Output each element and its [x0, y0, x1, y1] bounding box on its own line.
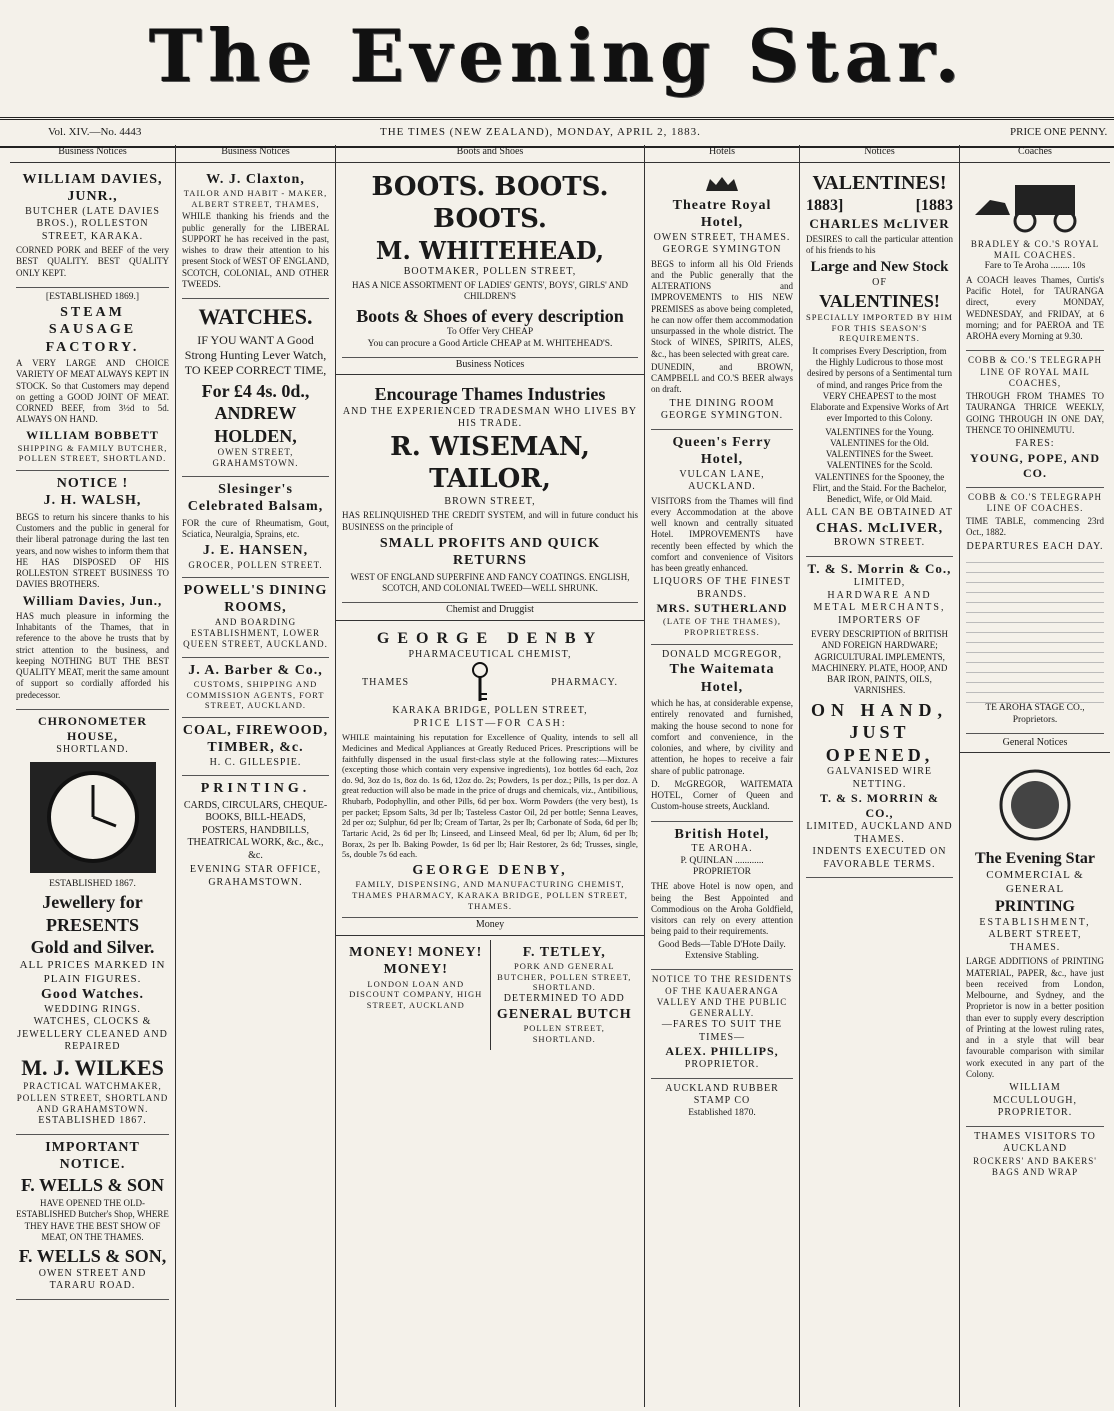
advert-line: OF: [872, 277, 887, 288]
advert-body: VALENTINES for the Young. VALENTINES for the Old. VALENTINES for the Sweet. VALENTINES for the Scold. VALENTINES for the Spooney, the Flirt, and the Staid. For the Bachelor, Benedict, Wife, or Old Maid.: [812, 426, 947, 505]
advert-line: FARES:: [1015, 438, 1055, 450]
advert-subtitle: OWEN STREET AND TARARU ROAD.: [38, 1267, 147, 1291]
advert-denby: [342, 625, 638, 918]
advert-title: Gold and Silver.: [30, 937, 155, 958]
advert-chronometer: [16, 710, 169, 1135]
advert-title: THAMES VISITORS TO AUCKLAND: [974, 1130, 1096, 1155]
advert-morrin: [806, 557, 953, 878]
advert-powell: [182, 578, 329, 658]
advert-slesinger: [182, 477, 329, 578]
advert-title: The Evening Star: [974, 850, 1095, 868]
advert-line: DETERMINED TO ADD: [503, 993, 625, 1004]
advert-title: STEAM SAUSAGE FACTORY.: [45, 304, 140, 355]
advert-title: AUCKLAND RUBBER STAMP CO: [665, 1082, 779, 1107]
advert-line: PHARMACY.: [551, 677, 618, 688]
advert-subtitle: ALBERT STREET, THAMES.: [988, 929, 1082, 953]
advert-name: ANDREW HOLDEN,: [214, 403, 297, 446]
advert-subtitle: (LATE OF THE THAMES), PROPRIETRESS.: [663, 616, 781, 637]
key-icon: [468, 661, 492, 705]
advert-title: COBB & CO.'S TELEGRAPH LINE OF COACHES.: [968, 491, 1102, 513]
advert-title: CHRONOMETER HOUSE,: [37, 713, 147, 743]
masthead: [0, 0, 1114, 112]
year-right: [1883: [915, 196, 953, 214]
advert-title: Theatre Royal Hotel,: [672, 197, 772, 230]
established-note: ESTABLISHED 1867.: [49, 879, 136, 890]
advert-subtitle: POLLEN STREET, SHORTLAND.: [523, 1023, 605, 1044]
advert-whitehead: [342, 167, 638, 358]
coat-of-arms-icon: [995, 765, 1075, 845]
advert-name: GEORGE SYMINGTON.: [660, 410, 784, 421]
advert-line: P. QUINLAN ............ PROPRIETOR: [680, 855, 764, 878]
advert-valentines: [806, 167, 953, 557]
advert-title: J. H. WALSH,: [43, 493, 142, 509]
advert-name: ALEX. PHILLIPS,: [665, 1044, 779, 1059]
advert-body: WHILE maintaining his reputation for Excellence of Quality, intends to sell all Medicines and Medical Appliances at Greatly Reduced Prices. Prescriptions will be faithfully dispensed in the usual first-class style at the following rates:—Mixtures (excepting those which contain very expensive ingredients), 1oz bottles 6d each, 2oz do. 9d, 3oz do 1s, 8oz do. 1s 6d, 12oz do. 2s; Powders, 1s per doz.; Pills, 1s per doz. A great reduction will also be made in the price of drugs and chemicals, viz., Antibilious, Rhubarb, Podophyllin, and other Pills, 6d per box. Worm Powders (the very best), 1s per packet; Epsom Salts, 3d per lb; Tasteless Castor Oil, 2d per bottle; Senna Leaves, 2d per oz; Sulphur, 6d per lb; Cream of Tartar, 2s per lb; Carbonate of Soda, 6d per lb; Tartaric Acid, 2s 6d per lb; Linseed, and Linseed Meal, 6d per lb; Alum, 6d per lb; Borax, 2s per lb. Baking Powder, 1s 6d per lb; Hair Restorer, 2s 6d; Trusses, single, 5s, double 7s 6d each.: [342, 732, 638, 860]
advert-line: Good Watches.: [41, 987, 144, 1003]
advert-davies: [16, 167, 169, 288]
column-4: [645, 145, 800, 1407]
crest-icon: [702, 175, 742, 193]
dateline: [0, 117, 1114, 148]
advert-body: A COACH leaves Thames, Curtis's Pacific Hotel, for TAURANGA direct, every MONDAY, WEDNESDAY, and FRIDAY, at 6 morning; and for PAEROA and TE AROHA every Morning at 9.30.: [966, 274, 1104, 342]
advert-subtitle: SHIPPING & FAMILY BUTCHER, POLLEN STREET, SHORTLAND.: [17, 442, 168, 464]
advert-line: PRICE LIST—FOR CASH:: [413, 717, 567, 729]
advert-title: Jewellery for PRESENTS: [42, 892, 143, 935]
section-header: Boots and Shoes: [336, 145, 644, 163]
established-note: ESTABLISHED 1867.: [38, 1115, 147, 1126]
issue-date: THE TIMES (NEW ZEALAND), MONDAY, APRIL 2, 1883.: [380, 126, 701, 138]
advert-line: Good Beds—Table D'Hote Daily.: [658, 939, 786, 950]
advert-title: WILLIAM DAVIES, JUNR.,: [22, 171, 163, 204]
advert-title: W. J. Claxton,: [206, 171, 305, 187]
advert-name: YOUNG, POPE, AND CO.: [970, 450, 1100, 480]
advert-price: For £4 4s. 0d.,: [201, 380, 310, 401]
section-header: General Notices: [960, 736, 1110, 754]
advert-line: THAMES: [362, 677, 410, 688]
advert-line: WEDDING RINGS.: [44, 1003, 141, 1015]
advert-body: HAS much pleasure in informing the Inhabitants of the Thames, that in reference to the above he trusts that by strict attention to the business, and keeping NOTHING BUT THE BEST QUALITY MEAT, merit the same amount of support so cordially afforded his predecessor.: [16, 610, 169, 700]
section-header: Money: [336, 918, 644, 936]
advert-waitemata: [651, 645, 793, 822]
advert-title: British Hotel,: [674, 826, 770, 842]
advert-body: A VERY LARGE AND CHOICE VARIETY OF MEAT ALWAYS KEPT IN STOCK. So that Customers may depend on getting a GOOD JOINT OF MEAT. CORNED BEEF, from 3½d to 5d. ALWAYS ON HAND.: [16, 358, 169, 425]
advert-watches: [182, 299, 329, 477]
advert-body: BEGS to return his sincere thanks to his Customers and the public in general for their liberal patronage during the last ten years, and now wishes to inform them that HE HAS DISPOSED OF HIS ROLLESTON STREET BUSINESS TO DAVIES BROTHERS.: [16, 511, 169, 590]
advert-title: T. & S. Morrin & Co.,: [807, 560, 952, 576]
advert-line: ALL PRICES MARKED IN PLAIN FIGURES.: [19, 958, 166, 985]
column-5: [800, 145, 960, 1407]
advert-subtitle: SHORTLAND.: [56, 743, 129, 755]
advert-subtitle: TAILOR AND HABIT - MAKER, ALBERT STREET, THAMES,: [183, 188, 328, 209]
advert-line: INDENTS EXECUTED ON FAVORABLE TERMS.: [812, 846, 947, 870]
advert-body: D. McGREGOR, WAITEMATA HOTEL, Corner of Queen and Custom-house streets, Auckland.: [651, 778, 793, 812]
advert-subtitle: VULCAN LANE, AUCKLAND.: [679, 468, 765, 492]
advert-claxton: [182, 167, 329, 300]
advert-title: VALENTINES!: [812, 171, 947, 194]
advert-british: [651, 822, 793, 971]
section-header: Hotels: [645, 145, 799, 163]
advert-name: WILLIAM MCCULLOUGH,: [992, 1082, 1078, 1106]
advert-body: HAVE OPENED THE OLD-ESTABLISHED Butcher's Shop, WHERE THEY HAVE THE BEST SHOW OF MEAT, ON THE THAMES.: [16, 1198, 169, 1242]
advert-name: R. WISEMAN, TAILOR,: [390, 431, 590, 495]
advert-name: J. E. HANSEN,: [202, 543, 309, 558]
advert-title: The Waitemata Hotel,: [669, 662, 775, 695]
advert-line: COMMERCIAL & GENERAL: [986, 869, 1084, 896]
advert-body: DESIRES to call the particular attention of his friends to his: [806, 233, 953, 255]
advert-tetley: [491, 940, 639, 1051]
advert-evening-star: [966, 757, 1104, 1126]
advert-line: ROCKERS' AND BAKERS' BAGS AND WRAP: [973, 1155, 1097, 1177]
advert-subtitle: GROCER, POLLEN STREET.: [188, 559, 323, 570]
advert-line: LIQUORS OF THE FINEST BRANDS.: [653, 576, 791, 600]
advert-line: SMALL PROFITS AND QUICK RETURNS: [379, 535, 601, 569]
advert-rubber-stamp: [651, 1079, 793, 1126]
advert-visitors: [966, 1127, 1104, 1185]
advert-title: Slesinger's Celebrated Balsam,: [187, 481, 324, 514]
advert-name: DONALD MCGREGOR,: [662, 648, 782, 660]
advert-subtitle: CUSTOMS, SHIPPING AND COMMISSION AGENTS, FORT STREET, AUCKLAND.: [186, 679, 325, 711]
column-3: [336, 145, 645, 1407]
advert-subtitle: LIMITED,: [853, 577, 906, 589]
advert-name: M. J. WILKES: [21, 1054, 164, 1080]
advert-body: EVERY DESCRIPTION of BRITISH AND FOREIGN HARDWARE; AGRICULTURAL IMPLEMENTS, MACHINERY. PLATE, HOOP, AND BAR IRON, PAINTS, OILS, VARNISHES.: [811, 629, 948, 696]
advert-subtitle: EVENING STAR OFFICE, GRAHAMSTOWN.: [189, 864, 322, 888]
advert-name: GEORGE DENBY,: [412, 862, 568, 878]
advert-line: HARDWARE AND METAL MERCHANTS,: [813, 589, 946, 614]
advert-body: THROUGH FROM THAMES TO TAURANGA THRICE WEEKLY, GOING THROUGH IN ONE DAY, THENCE TO OHINEMUTU.: [966, 391, 1104, 435]
section-header: Business Notices: [10, 145, 175, 163]
advert-body: FOR the cure of Rheumatism, Gout, Sciatica, Neuralgia, Sprains, etc.: [182, 517, 329, 539]
advert-line: ALL CAN BE OBTAINED AT: [806, 507, 953, 519]
advert-body: HAS RELINQUISHED THE CREDIT SYSTEM, and will in future conduct his BUSINESS on the principle of: [342, 510, 638, 532]
advert-name: MRS. SUTHERLAND: [656, 601, 788, 616]
advert-line: THE DINING ROOM: [669, 397, 775, 409]
volume-number: Vol. XIV.—No. 4443: [48, 126, 142, 138]
advert-subtitle: PRACTICAL WATCHMAKER, POLLEN STREET, SHORTLAND AND GRAHAMSTOWN.: [16, 1081, 169, 1114]
advert-line: Fare to Te Aroha ........ 10s: [984, 261, 1086, 271]
advert-line: ESTABLISHMENT,: [979, 916, 1091, 928]
section-header: Business Notices: [336, 358, 644, 376]
advert-line: GENERAL BUTCH: [496, 1006, 632, 1022]
section-header: Coaches: [960, 145, 1110, 163]
advert-subtitle: AND BOARDING ESTABLISHMENT, LOWER QUEEN STREET, AUCKLAND.: [183, 616, 328, 650]
advert-body: HAS A NICE ASSORTMENT OF LADIES' GENTS', BOYS', GIRLS' AND CHILDREN'S: [351, 280, 629, 302]
advert-title: COAL, FIREWOOD, TIMBER, &c.: [182, 722, 329, 756]
advert-title: F. TETLEY,: [522, 944, 606, 960]
advert-line: JUST OPENED,: [825, 722, 934, 765]
advert-subtitle: TE AROHA.: [691, 843, 753, 854]
advert-body: DUNEDIN, and BROWN, CAMPBELL and CO.'S BEER always on draft.: [651, 361, 793, 395]
advert-title: POWELL'S DINING ROOMS,: [183, 582, 328, 616]
clock-icon: [28, 760, 158, 875]
advert-subtitle: PROPRIETOR.: [684, 1059, 760, 1071]
columns: [10, 145, 1110, 1407]
advert-name: CHARLES McLIVER: [809, 215, 950, 231]
advert-body: WEST OF ENGLAND SUPERFINE AND FANCY COATINGS. ENGLISH, SCOTCH, AND COLONIAL TWEED—WELL SHRUNK.: [350, 571, 630, 593]
advert-name: H. C. GILLESPIE.: [209, 756, 302, 768]
advert-title: Encourage Thames Industries: [374, 384, 606, 405]
notice-heading: IMPORTANT NOTICE.: [45, 1139, 140, 1172]
advert-line: Boots & Shoes of every description: [356, 305, 624, 326]
advert-subtitle: FAMILY, DISPENSING, AND MANUFACTURING CHEMIST, THAMES PHARMACY, KARAKA BRIDGE, POLLEN STREET, THAMES.: [352, 879, 628, 911]
advert-title: VALENTINES!: [819, 290, 940, 311]
advert-subtitle: PORK AND GENERAL BUTCHER, POLLEN STREET, SHORTLAND.: [497, 961, 632, 993]
advert-line: DEPARTURES EACH DAY.: [966, 540, 1104, 552]
section-header: Notices: [800, 145, 959, 163]
advert-title: F. WELLS & SON: [20, 1174, 165, 1195]
advert-subtitle: LONDON LOAN AND DISCOUNT COMPANY, HIGH STREET, AUCKLAND: [349, 978, 483, 1010]
advert-wells: [16, 1135, 169, 1300]
advert-name: T. & S. MORRIN & CO.,: [819, 791, 940, 821]
newspaper-title: The Evening Star.: [148, 13, 966, 98]
advert-title: Queen's Ferry Hotel,: [672, 434, 772, 467]
advert-subtitle: PHARMACEUTICAL CHEMIST,: [408, 648, 572, 660]
advert-body: WHILE thanking his friends and the public generally for the LIBERAL SUPPORT he has received in the past, wishes to draw their attention to his present Stock of WEST OF ENGLAND, SCOTCH, COLONIAL, AND OTHER TWEEDS.: [182, 211, 329, 289]
coach-icon: [970, 175, 1100, 235]
advert-subtitle: AND THE EXPERIENCED TRADESMAN WHO LIVES BY HIS TRADE.: [342, 405, 638, 430]
advert-printing: [182, 776, 329, 895]
advert-wiseman: [342, 379, 638, 603]
advert-line: WATCHES, CLOCKS & JEWELLERY CLEANED AND REPAIRED: [17, 1016, 168, 1053]
advert-body: CORNED PORK and BEEF of the very BEST QUALITY. BEST QUALITY ONLY KEPT.: [16, 245, 169, 278]
advert-line: Large and New Stock: [810, 259, 949, 276]
advert-title: MONEY! MONEY! MONEY!: [349, 944, 483, 978]
advert-barber: [182, 658, 329, 718]
column-1: [10, 145, 176, 1407]
advert-title: WATCHES.: [198, 304, 313, 329]
advert-sausage: [16, 288, 169, 471]
notice-heading: NOTICE !: [56, 475, 129, 491]
advert-walsh: [16, 471, 169, 710]
advert-line: Extensive Stabling.: [685, 951, 759, 962]
advert-line: To Offer Very CHEAP: [446, 327, 534, 337]
advert-theatre-royal: [651, 167, 793, 430]
advert-body: LARGE ADDITIONS of PRINTING MATERIAL, PAPER, &c., have just been received from London, Melbourne, and Sydney, and the Proprietor is now in a better position than ever to supply every description of Printing at the lowest ruling rates, and in a style that will bear favourable comparison with similar work executed in any part of the Colony.: [966, 956, 1104, 1079]
advert-subtitle: PROPRIETOR.: [997, 1107, 1073, 1119]
column-2: [176, 145, 336, 1407]
advert-body: VISITORS from the Thames will find every Accommodation at the above well known and centrally situated Hotel. IMPROVEMENTS have recently been effected by which the comfort and convenience of Visitors has been greatly enhanced.: [651, 495, 793, 573]
advert-subtitle: BROWN STREET.: [833, 537, 926, 549]
advert-subtitle: TE AROHA STAGE CO., Proprietors.: [985, 703, 1085, 725]
advert-body: CARDS, CIRCULARS, CHEQUE-BOOKS, BILL-HEADS, POSTERS, HANDBILLS, THEATRICAL WORK, &c., &c., &c.: [183, 799, 328, 861]
advert-line: IMPORTERS OF: [838, 614, 921, 626]
advert-name: GEORGE SYMINGTON: [662, 244, 782, 255]
advert-name: WILLIAM BOBBETT: [26, 427, 159, 442]
advert-title: BOOTS. BOOTS. BOOTS.: [371, 171, 609, 234]
year-left: 1883]: [806, 196, 844, 214]
advert-cobb: [966, 351, 1104, 487]
advert-name: M. WHITEHEAD,: [375, 235, 605, 265]
advert-coal: [182, 718, 329, 777]
advert-body: BEGS to inform all his Old Friends and the Public generally that the ALTERATIONS and IMPROVEMENTS to HIS NEW PREMISES as above being completed, he can now offer them accommodation unsurpassed in the whole district. The Stock of WINES, SPIRITS, ALES, &c., has been selected with great care.: [651, 258, 793, 359]
section-header: Business Notices: [176, 145, 335, 163]
advert-body: It comprises Every Description, from the Highly Ludicrous to those most desired by persons of a Sentimental turn of mind, and ranges Price from the VERY CHEAPEST to the most Elaborate and Expensive Works of Art ever Imported to this Colony.: [807, 345, 952, 424]
advert-body: IF YOU WANT A Good Strong Hunting Lever Watch, TO KEEP CORRECT TIME,: [184, 332, 327, 377]
advert-name: William Davies, Jun.,: [22, 592, 163, 608]
advert-subtitle: BROWN STREET,: [444, 495, 536, 507]
advert-subtitle: Established 1870.: [688, 1107, 756, 1118]
section-header: Chemist and Druggist: [336, 603, 644, 621]
advert-cobb-timetable: [966, 488, 1104, 734]
advert-subtitle: OWEN STREET, THAMES.: [653, 231, 791, 243]
timetable-lines: [966, 553, 1104, 703]
column-6: [960, 145, 1110, 1407]
advert-body: TIME TABLE, commencing 23rd Oct., 1882.: [966, 516, 1104, 538]
advert-name: F. WELLS & SON,: [18, 1246, 167, 1266]
advert-coach-notice: [651, 970, 793, 1079]
advert-line: You can procure a Good Article CHEAP at M. WHITEHEAD'S.: [367, 338, 613, 349]
advert-name: CHAS. McLIVER,: [815, 520, 944, 536]
advert-bradley: [966, 167, 1104, 352]
advert-money: [342, 940, 491, 1051]
money-row: [342, 940, 638, 1051]
advert-subtitle: KARAKA BRIDGE, POLLEN STREET,: [392, 705, 588, 717]
advert-line: —FARES TO SUIT THE TIMES—: [661, 1019, 783, 1043]
advert-subtitle: OWEN STREET, GRAHAMSTOWN.: [212, 447, 299, 469]
advert-queens-ferry: [651, 430, 793, 645]
advert-title: GEORGE DENBY: [376, 629, 604, 647]
advert-title: J. A. Barber & Co.,: [188, 662, 323, 678]
advert-title: COBB & CO.'S TELEGRAPH LINE OF ROYAL MAIL COACHES,: [968, 355, 1102, 388]
advert-title: PRINTING.: [200, 781, 311, 797]
advert-title: BRADLEY & CO.'S ROYAL MAIL COACHES.: [970, 238, 1100, 260]
advert-body: THE above Hotel is now open, and being the Best Appointed and Commodious on the Aroha Goldfield, visitors can rely on every attention being paid to their requirements.: [651, 881, 793, 937]
advert-body: which he has, at considerable expense, entirely renovated and furnished, making the house second to none for comfort and convenience, in the colonies, and where, by civility and attention, he hopes to receive a fair share of public patronage.: [651, 698, 793, 776]
advert-line: ON HAND,: [811, 699, 948, 720]
advert-subtitle: LIMITED, AUCKLAND AND THAMES.: [806, 821, 953, 845]
price-label: PRICE ONE PENNY.: [1010, 126, 1108, 138]
advert-line: GALVANISED WIRE NETTING.: [826, 766, 933, 790]
advert-subtitle: BOOTMAKER, POLLEN STREET,: [403, 265, 577, 277]
advert-line: SPECIALLY IMPORTED BY HIM FOR THIS SEASON'S REQUIREMENTS.: [806, 312, 953, 344]
advert-line: PRINTING: [994, 897, 1075, 915]
advert-title: NOTICE TO THE RESIDENTS OF THE KAUAERANGA VALLEY AND THE PUBLIC GENERALLY.: [651, 974, 793, 1018]
established-note: [ESTABLISHED 1869.]: [45, 291, 140, 302]
advert-subtitle: BUTCHER (LATE DAVIES BROS.), ROLLESTON STREET, KARAKA.: [25, 205, 160, 242]
